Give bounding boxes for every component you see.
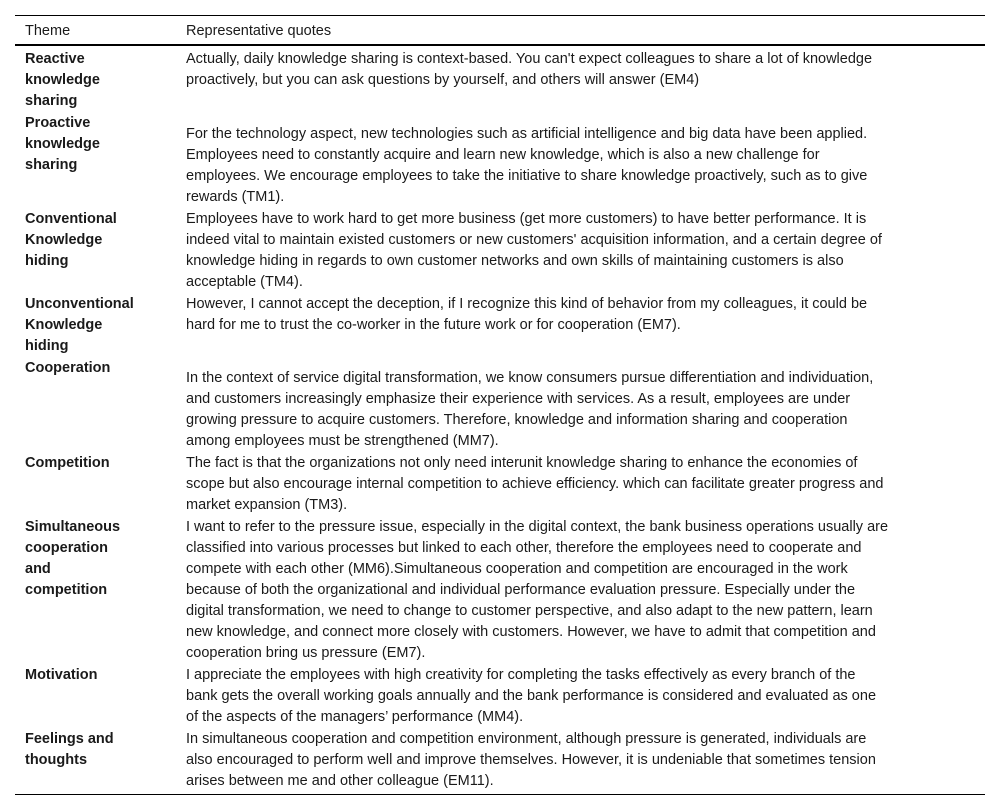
quote-line: For the technology aspect, new technologies such as artificial intelligence and big data have been applied. xyxy=(186,125,868,142)
theme-line: Feelings and xyxy=(25,731,114,747)
quote-line: knowledge hiding in regards to own customer networks and own skills of maintaining customers is also xyxy=(186,252,844,269)
theme-line: Knowledge xyxy=(25,231,103,248)
quote-cell xyxy=(186,209,961,293)
quote-cell xyxy=(186,729,961,792)
quote-line: classified into various processes but linked to each other, therefore the employees need to cooperate and xyxy=(186,540,862,556)
quote-line: I appreciate the employees with high creativity for completing the tasks effectively as every branch of the xyxy=(186,667,856,683)
theme-cell xyxy=(15,209,186,293)
quote-cell xyxy=(186,49,961,112)
quote-line: digital transformation, we need to change to customer perspective, and also adapt to the new pattern, learn xyxy=(186,603,873,619)
theme-line: Proactive xyxy=(25,115,91,131)
quote-line: bank gets the overall working goals annually and the bank performance is considered and evaluated as one xyxy=(186,688,877,704)
quote-line: and customers increasingly emphasize their experience with services. As a result, employees are under xyxy=(186,391,851,407)
quote-line: In simultaneous cooperation and competition environment, although pressure is generated, individuals are xyxy=(186,731,867,747)
theme-line: Cooperation xyxy=(25,359,111,376)
table-row xyxy=(15,294,985,358)
theme-line: competition xyxy=(25,582,108,598)
theme-line: cooperation xyxy=(25,540,108,556)
quote-line: I want to refer to the pressure issue, especially in the digital context, the bank business operations usually are xyxy=(186,519,889,535)
quote-line: indeed vital to maintain existed customers or new customers' acquisition information, and a certain degree of xyxy=(186,231,882,248)
theme-cell xyxy=(15,453,186,516)
theme-line: thoughts xyxy=(25,752,88,768)
quote-line: In the context of service digital transformation, we know consumers pursue differentiation and individuation, xyxy=(186,370,874,386)
quote-cell xyxy=(186,517,961,664)
quote-line: growing pressure to acquire customers. Therefore, knowledge and information sharing and cooperation xyxy=(186,412,848,428)
quote-line: because of both the organizational and individual performance evaluation pressure. Especially under the xyxy=(186,582,856,598)
table-row xyxy=(15,517,985,665)
table-bottom-rule xyxy=(15,794,985,795)
table-row xyxy=(15,729,985,793)
theme-cell xyxy=(15,358,186,453)
theme-line: Unconventional xyxy=(25,295,134,312)
quote-line: cooperation bring us pressure (EM7). xyxy=(186,645,426,661)
theme-line: knowledge xyxy=(25,136,100,152)
table-header-row xyxy=(15,16,985,44)
quotes-table xyxy=(15,15,985,795)
quote-line: Actually, daily knowledge sharing is context-based. You can't expect colleagues to share a lot of knowledge xyxy=(186,51,873,67)
theme-line: Knowledge xyxy=(25,316,103,333)
table-row xyxy=(15,453,985,517)
quote-cell xyxy=(186,453,961,516)
quote-line: scope but also encourage internal competition to achieve efficiency. which can facilitate greater progress and xyxy=(186,476,884,492)
theme-cell xyxy=(15,517,186,664)
quote-cell xyxy=(186,113,961,208)
quote-line: market expansion (TM3). xyxy=(186,497,348,513)
quote-line: hard for me to trust the co-worker in the future work or for cooperation (EM7). xyxy=(186,316,681,333)
table-row xyxy=(15,113,985,209)
theme-cell xyxy=(15,113,186,208)
theme-line: knowledge xyxy=(25,72,100,88)
quote-line: Employees need to constantly acquire and learn new knowledge, which is also a new challenge for xyxy=(186,146,820,163)
theme-line: sharing xyxy=(25,157,78,173)
theme-line: sharing xyxy=(25,93,78,109)
quote-cell xyxy=(186,665,961,728)
quote-line: However, I cannot accept the deception, if I recognize this kind of behavior from my colleagues, it could be xyxy=(186,295,868,312)
table-row xyxy=(15,665,985,729)
quote-line: compete with each other (MM6).Simultaneous cooperation and competition are encouraged in the work xyxy=(186,561,848,577)
quote-line: among employees must be strengthened (MM7). xyxy=(186,433,499,449)
theme-line: Reactive xyxy=(25,51,85,67)
table-row xyxy=(15,49,985,113)
quote-line: Employees have to work hard to get more business (get more customers) to have better performance. It is xyxy=(186,210,867,227)
column-header-quotes: Representative quotes xyxy=(186,23,332,39)
theme-line: hiding xyxy=(25,337,69,354)
quote-line: employees. We encourage employees to take the initiative to share knowledge proactively, such as to give xyxy=(186,167,868,184)
quote-line: proactively, but you can ask questions by yourself, and others will answer (EM4) xyxy=(186,72,700,88)
theme-line: hiding xyxy=(25,252,69,269)
table-body xyxy=(15,46,985,794)
table-row xyxy=(15,358,985,454)
quote-cell xyxy=(186,294,961,357)
theme-line: and xyxy=(25,561,51,577)
quote-line: rewards (TM1). xyxy=(186,188,285,205)
quote-line: The fact is that the organizations not only need interunit knowledge sharing to enhance the economies of xyxy=(186,455,858,471)
theme-line: Conventional xyxy=(25,210,117,227)
quote-line: arises between me and other colleague (EM11). xyxy=(186,773,494,789)
theme-cell xyxy=(15,294,186,357)
theme-cell xyxy=(15,49,186,112)
theme-cell xyxy=(15,729,186,792)
quote-cell xyxy=(186,358,961,453)
quote-line: also encouraged to perform well and improve themselves. However, it is undeniable that sometimes tension xyxy=(186,752,876,768)
theme-line: Simultaneous xyxy=(25,519,121,535)
theme-line: Motivation xyxy=(25,667,98,683)
theme-cell xyxy=(15,665,186,728)
table-row xyxy=(15,209,985,294)
theme-line: Competition xyxy=(25,455,110,471)
quote-line: of the aspects of the managers’ performance (MM4). xyxy=(186,709,524,725)
quote-line: acceptable (TM4). xyxy=(186,273,303,290)
quote-line: new knowledge, and connect more closely with customers. However, we have to admit that competition and xyxy=(186,624,876,640)
column-header-theme: Theme xyxy=(25,23,71,39)
